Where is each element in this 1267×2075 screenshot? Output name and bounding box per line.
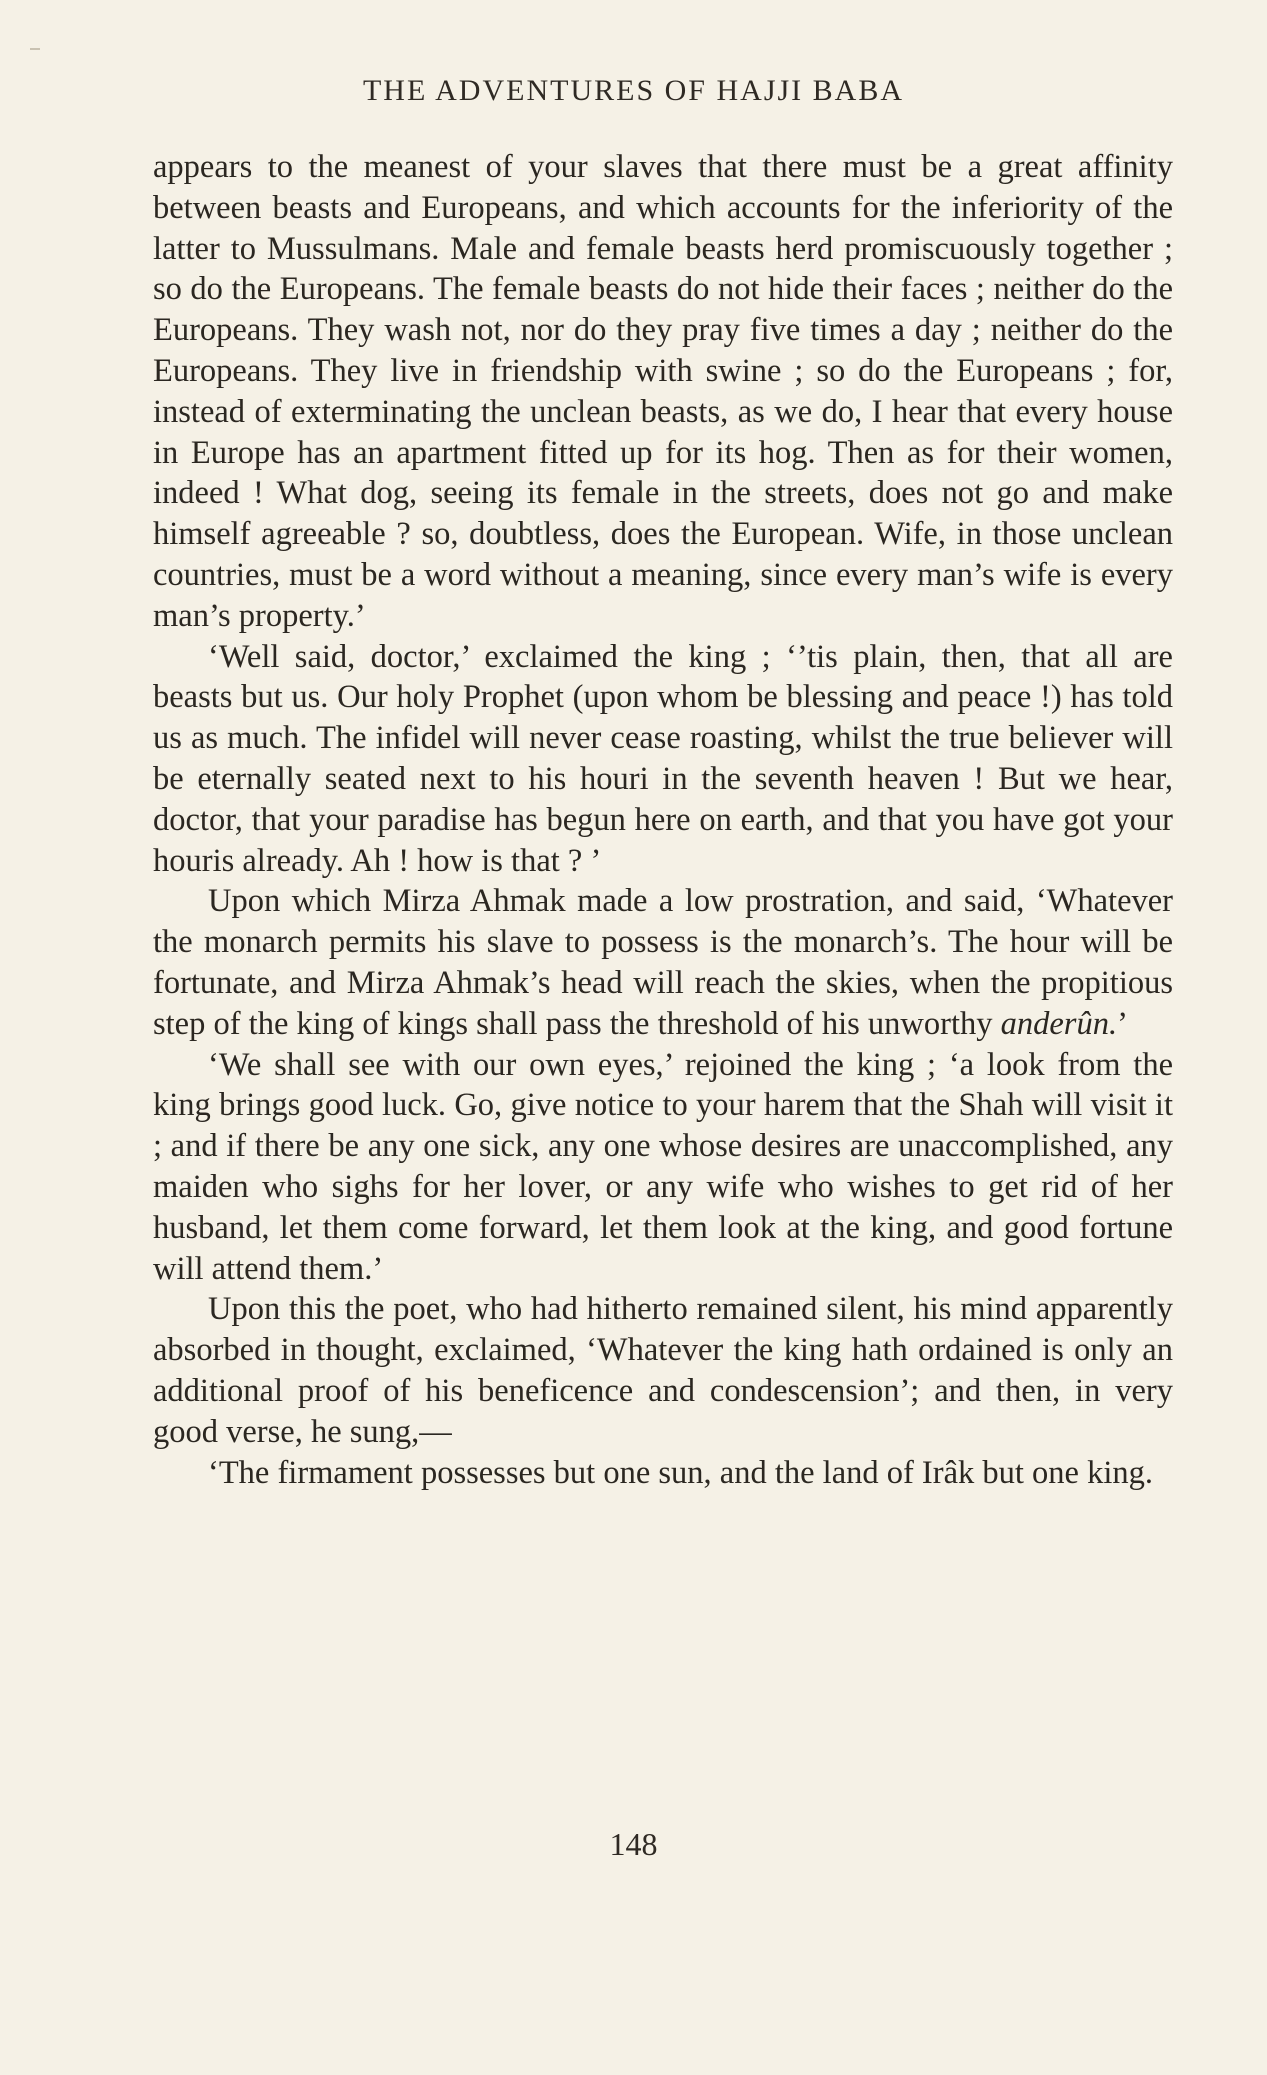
- italic-word: anderûn.: [1000, 1005, 1118, 1042]
- body-text: [153, 147, 1173, 1493]
- paragraph-poet: Upon this the poet, who had hitherto remained silent, his mind apparently absorbed in thought, exclaimed, ‘Whatever the king hath ordained is only an additional proof of his beneficence and condescension’; and then, in very good verse, he sung,—: [153, 1291, 1173, 1450]
- paper-speck: [30, 48, 40, 50]
- paragraph-king-harem: ‘We shall see with our own eyes,’ rejoined the king ; ‘a look from the king brings good luck. Go, give notice to your harem that the Shah will visit it ; and if there be any one sick, any one whose desires are unaccomplished, any maiden who sighs for her lover, or any wife who wishes to get rid of her husband, let them come forward, let them look at the king, and good fortune will attend them.’: [153, 1046, 1173, 1287]
- paragraph-continued: appears to the meanest of your slaves that there must be a great affinity between beasts and Europeans, and which accounts for the inferiority of the latter to Mussulmans. Male and female beasts herd promiscuously together ; so do the Europeans. The female beasts do not hide their faces ; neither do the Europeans. They wash not, nor do they pray five times a day ; neither do the Europeans. They live in friendship with swine ; so do the Europeans ; for, instead of exterminating the unclean beasts, as we do, I hear that every house in Europe has an apartment fitted up for its hog. Then as for their women, indeed ! What dog, seeing its female in the streets, does not go and make himself agreeable ? so, doubtless, does the European. Wife, in those unclean countries, must be a word without a meaning, since every man’s wife is every man’s property.’: [153, 149, 1173, 634]
- paragraph-king-reply: ‘Well said, doctor,’ exclaimed the king ; ‘’tis plain, then, that all are beasts but us. Our holy Prophet (upon whom be blessing and peace !) has told us as much. The infidel will never cease roasting, whilst the true believer will be eternally seated next to his houri in the seventh heaven ! But we hear, doctor, that your paradise has begun here on earth, and that you have got your houris already. Ah ! how is that ? ’: [153, 638, 1173, 879]
- paragraph-text: Upon which Mirza Ahmak made a low prostration, and said, ‘Whatever the monarch permits his slave to possess is the monarch’s. The hour will be fortunate, and Mirza Ahmak’s head will reach the skies, when the propitious step of the king of kings shall pass the threshold of his unworthy: [153, 883, 1173, 1042]
- paragraph-verse: ‘The firmament possesses but one sun, and the land of Irâk but one king.: [208, 1454, 1153, 1491]
- running-head: THE ADVENTURES OF HAJJI BABA: [362, 74, 905, 107]
- page-number: 148: [609, 1826, 658, 1862]
- paragraph-mirza-ahmak: [153, 881, 1173, 1044]
- closing-quote: ’: [1117, 1005, 1128, 1042]
